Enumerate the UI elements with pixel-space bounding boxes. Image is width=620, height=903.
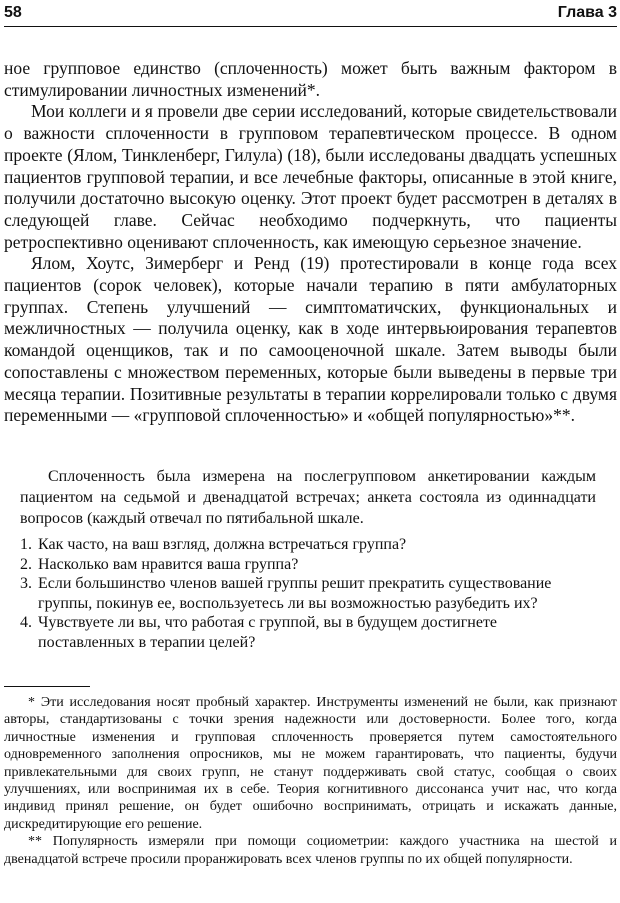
footnote-rule <box>4 686 90 687</box>
block-quote <box>20 466 596 529</box>
question-text: Если большинство членов вашей группы решит прекратить существование группы, покинув ее, воспользуетесь ли вы возможностью разубедить их? <box>38 575 552 612</box>
question-number: 2. <box>20 555 32 573</box>
header-rule <box>4 26 617 27</box>
body-paragraph: ное групповое единство (сплоченность) может быть важным фактором в стимулировании личностных изменений*. <box>4 58 617 100</box>
body-paragraph: Мои коллеги и я провели две серии исследований, которые свидетельствовали о важности сплоченности в групповом терапевтическом процессе. В одном проекте (Ялом, Тинкленберг, Гилула) (18), были исследованы двадцать успешных пациентов групповой терапии, и все лечебные факторы, описанные в этой книге, получили достаточно высокую оценку. Этот проект будет рассмотрен в деталях в следующей главе. Сейчас необходимо подчеркнуть, что пациенты ретроспективно оценивают сплоченность, как имеющую серьезное значение. <box>4 101 617 252</box>
question-number: 3. <box>20 575 32 592</box>
main-text <box>4 58 617 427</box>
question-text: Чувствуете ли вы, что работая с группой, вы в будущем достигнете поставленных в терапии целей? <box>38 614 498 651</box>
question-item <box>20 535 596 555</box>
question-text: Как часто, на ваш взгляд, должна встречаться группа? <box>38 536 407 553</box>
question-number: 1. <box>20 536 32 553</box>
footnote: ** Популярность измеряли при помощи социометрии: каждого участника на шестой и двенадцатой встрече просили проранжировать всех членов группы по их общей популярности. <box>4 834 617 867</box>
page-number: 58 <box>4 4 22 21</box>
footnotes <box>4 694 617 868</box>
chapter-title: Глава 3 <box>557 4 617 21</box>
question-item <box>20 555 596 575</box>
quote-text: Сплоченность была измерена на послегрупповом анкетировании каждым пациентом на седьмой и двенадцатой встречах; анкета состояла из одиннадцати вопросов (каждый отвечал по пятибальной шкале. <box>20 468 596 527</box>
question-list <box>20 535 596 652</box>
footnote: * Эти исследования носят пробный характер. Инструменты изменений не были, как признают авторы, стандартизованы с точки зрения надежности или достоверности. Более того, когда личностные изменения и групповая сплоченность проверяется путем самостоятельного одновременного заполнения опросников, мы не можем гарантировать, что пациенты, будучи привлекательными для своих групп, не станут поддерживать свой статус, сообщая о своих улучшениях, или воспринимая их в себе. Теория когнитивного диссонанса учит нас, что когда индивид принял решение, он будет ошибочно воспринимать, отрицать и искажать данные, дискредитирующие его решение. <box>4 695 617 832</box>
question-text: Насколько вам нравится ваша группа? <box>38 555 299 573</box>
body-paragraph: Ялом, Хоутс, Зимерберг и Ренд (19) протестировали в конце года всех пациентов (сорок человек), которые начали терапию в пяти амбулаторных группах. Степень улучшений — симптоматичских, функциональных и межличностных — получила оценку, как в ходе интервьюирования терапевтов командой оценщиков, так и по самооценочной шкале. Затем выводы были сопоставлены с множеством переменных, которые были выведены в первые три месяца терапии. Позитивные результаты в терапии коррелировали только с двумя переменными — «групповой сплоченностью» и «общей популярностью»**. <box>4 253 617 426</box>
question-number: 4. <box>20 614 32 631</box>
question-item <box>20 613 596 652</box>
question-item <box>20 574 596 613</box>
running-header <box>4 1 617 27</box>
